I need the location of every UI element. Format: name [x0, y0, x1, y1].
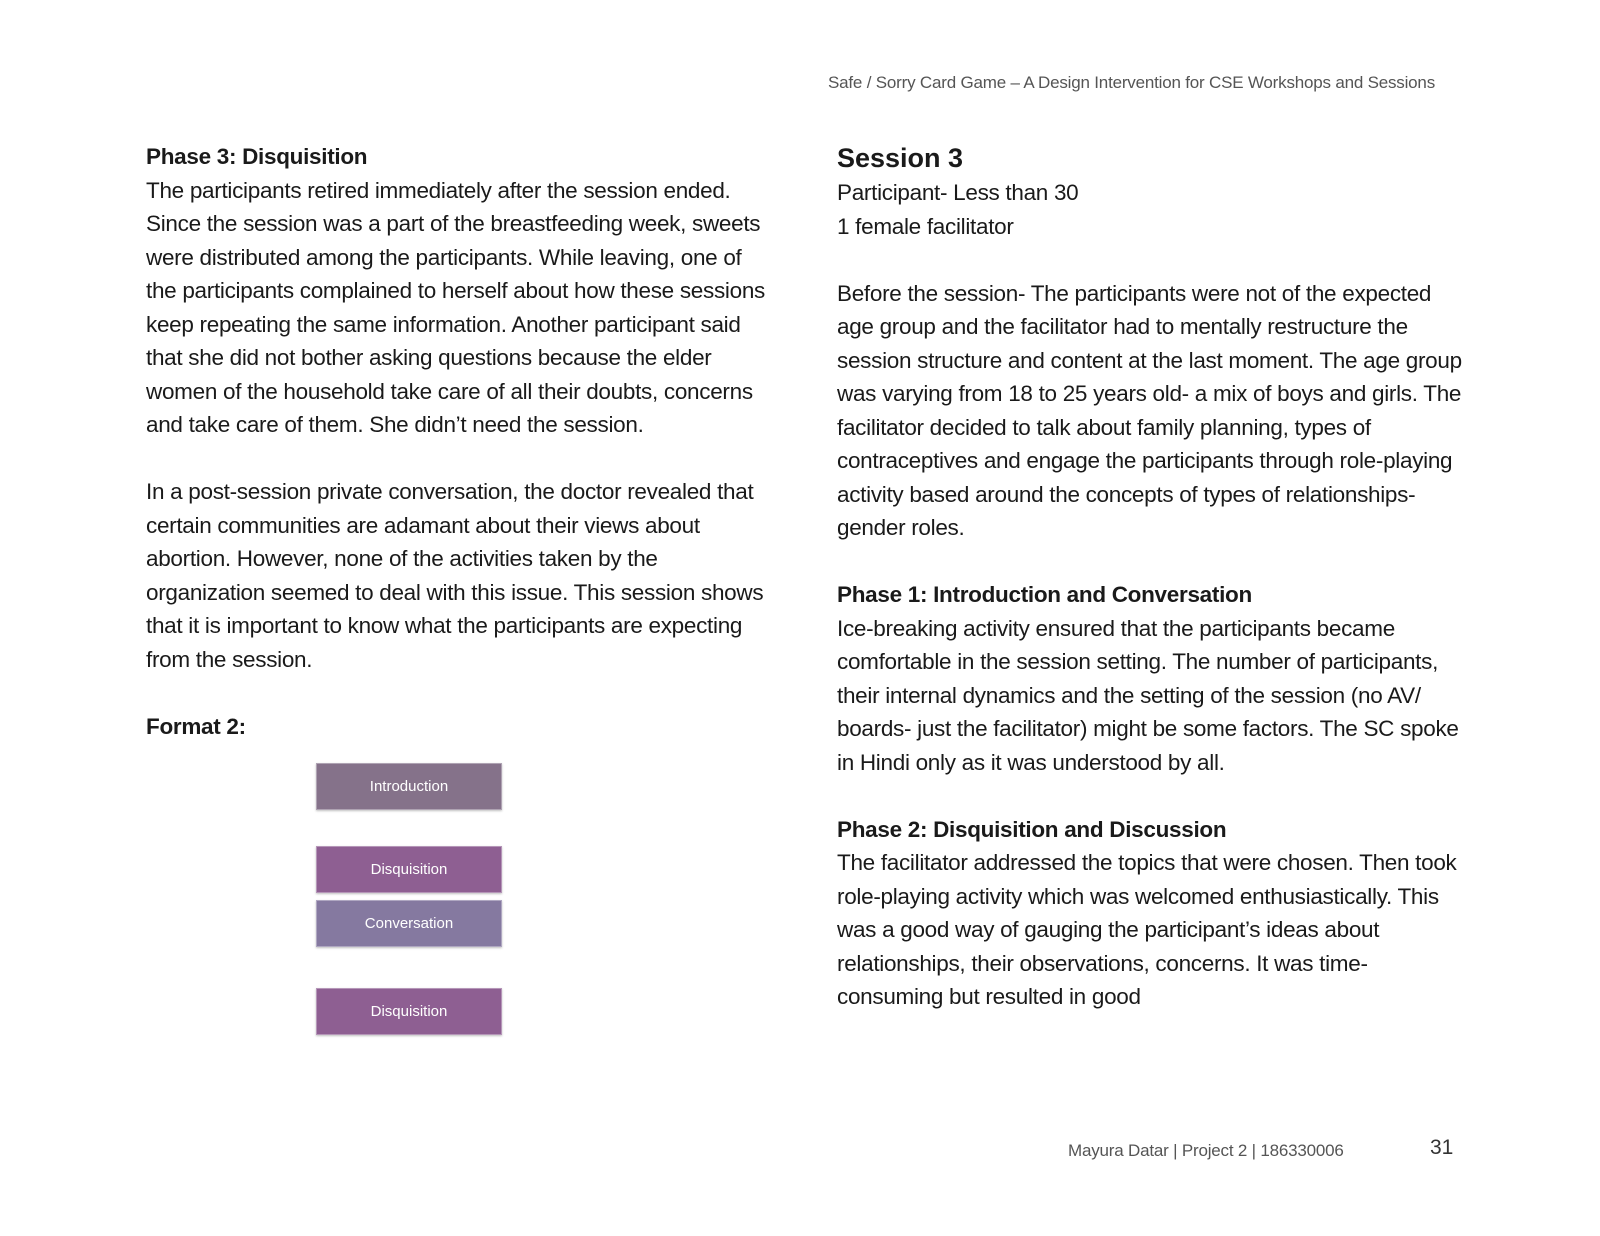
running-header: Safe / Sorry Card Game – A Design Intervention for CSE Workshops and Sessions	[828, 73, 1435, 92]
format-flow-diagram	[146, 753, 776, 1073]
left-column	[146, 140, 776, 1073]
session-title: Session 3	[837, 143, 964, 173]
flow-box-disquisition: Disquisition	[316, 846, 502, 893]
phase3-heading: Phase 3: Disquisition	[146, 144, 368, 169]
post-session-paragraph: In a post-session private conversation, the doctor revealed that certain communities are adamant about their views about abortion. However, none of the activities taken by the organization seemed to deal with this issue. This session shows that it is important to know what the participants are expecting from the session.	[146, 479, 764, 672]
flow-box-conversation: Conversation	[316, 900, 502, 947]
flow-box-disquisition-final: Disquisition	[316, 988, 502, 1035]
format-heading: Format 2:	[146, 713, 246, 739]
participants-line: Participant- Less than 30	[837, 180, 1079, 205]
flow-box-introduction: Introduction	[316, 763, 502, 810]
facilitator-line: 1 female facilitator	[837, 213, 1014, 239]
phase3-paragraph: The participants retired immediately after the session ended. Since the session was a part of the breastfeeding week, sweets were distributed among the participants. While leaving, one of the participants complained to herself about how these sessions keep repeating the same information. Another participant said that she did not bother asking questions because the elder women of the household take care of all their doubts, concerns and take care of them. She didn’t need the session.	[146, 177, 765, 437]
phase2-heading: Phase 2: Disquisition and Discussion	[837, 816, 1227, 842]
phase1-heading: Phase 1: Introduction and Conversation	[837, 582, 1252, 607]
before-session-paragraph: Before the session- The participants were not of the expected age group and the facilitator had to mentally restructure the session structure and content at the last moment. The age group was varying from 18 to 25 years old- a mix of boys and girls. The facilitator decided to talk about family planning, types of contraceptives and engage the participants through role-playing activity based around the concepts of types of relationships- gender roles.	[837, 280, 1462, 540]
right-column	[837, 140, 1467, 1014]
page-number: 31	[1430, 1136, 1454, 1159]
phase1-paragraph: Ice-breaking activity ensured that the participants became comfortable in the session setting. The number of participants, their internal dynamics and the setting of the session (no AV/ boards- just the facilitator) might be some factors. The SC spoke in Hindi only as it was understood by all.	[837, 615, 1459, 775]
phase2-paragraph: The facilitator addressed the topics that were chosen. Then took role-playing activity which was welcomed enthusiastically. This was a good way of gauging the participant’s ideas about relationships, their observations, concerns. It was time-consuming but resulted in good	[837, 850, 1457, 1009]
footer-credit: Mayura Datar | Project 2 | 186330006	[1068, 1141, 1344, 1160]
